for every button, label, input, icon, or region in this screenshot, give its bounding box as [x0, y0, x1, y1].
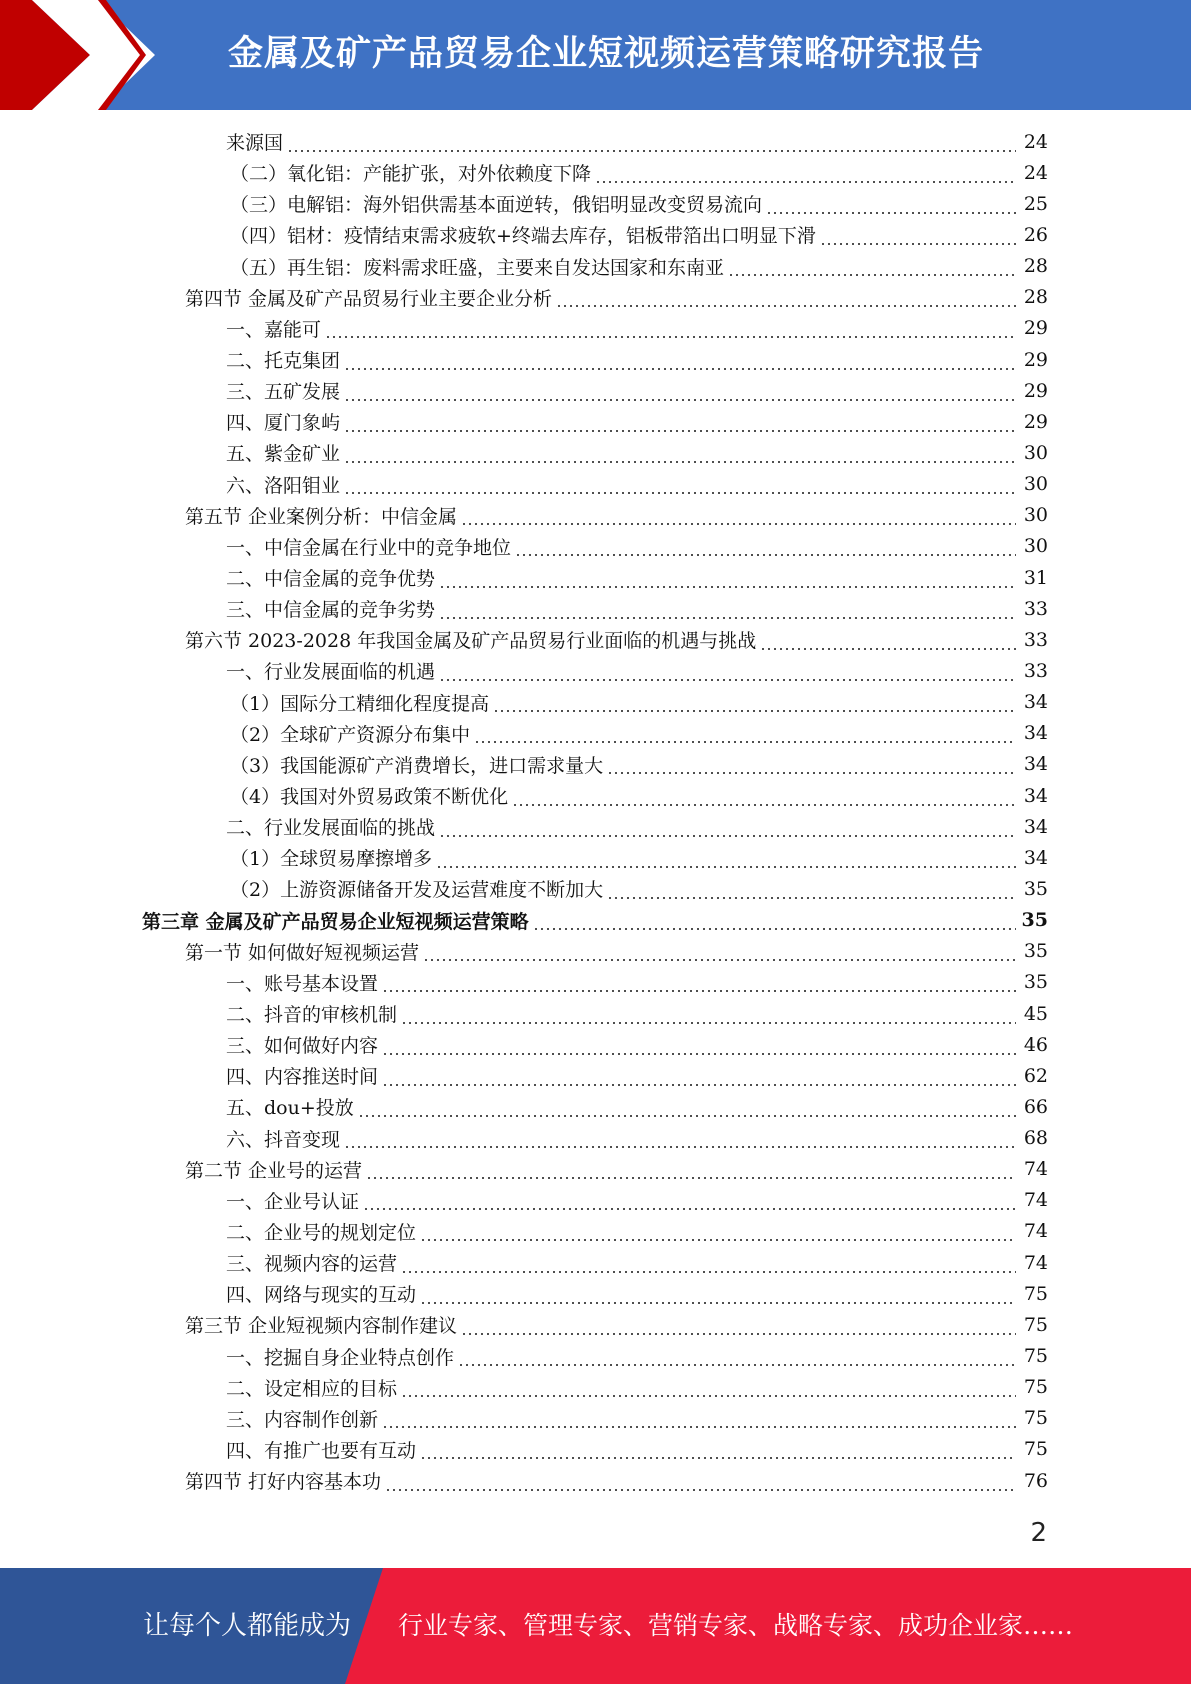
- toc-entry-page: 34: [1023, 753, 1048, 776]
- toc-dot-leader: [358, 1100, 1016, 1118]
- toc-entry-title: 三、如何做好内容: [226, 1035, 379, 1058]
- toc-dot-leader: [493, 695, 1016, 713]
- toc-entry-page: 66: [1023, 1095, 1048, 1118]
- footer-slogan-left: 让每个人都能成为: [143, 1611, 352, 1641]
- toc-dot-leader: [420, 1442, 1016, 1460]
- toc-entry[interactable]: [0, 406, 1191, 437]
- toc-entry-title: 四、内容推送时间: [226, 1066, 379, 1089]
- toc-dot-leader: [436, 851, 1016, 869]
- toc-dot-leader: [382, 975, 1016, 993]
- toc-entry[interactable]: [0, 655, 1191, 686]
- toc-entry-page: 35: [1023, 971, 1048, 994]
- toc-dot-leader: [458, 1349, 1016, 1367]
- toc-entry-title: 一、嘉能可: [226, 318, 322, 341]
- toc-entry-page: 30: [1023, 441, 1048, 464]
- footer-slogan-right: 行业专家、管理专家、营销专家、战略专家、成功企业家……: [398, 1611, 1074, 1640]
- toc-entry[interactable]: [0, 282, 1191, 313]
- toc-dot-leader: [512, 789, 1016, 807]
- toc-entry-page: 34: [1023, 815, 1048, 838]
- toc-entry-page: 33: [1023, 628, 1048, 651]
- toc-dot-leader: [556, 290, 1016, 308]
- toc-entry[interactable]: [0, 1185, 1191, 1216]
- toc-entry-title: （1）全球贸易摩擦增多: [230, 848, 433, 871]
- toc-entry-page: 75: [1023, 1407, 1048, 1430]
- toc-dot-leader: [401, 1256, 1016, 1274]
- toc-entry-page: 30: [1023, 473, 1048, 496]
- toc-entry[interactable]: [0, 718, 1191, 749]
- toc-entry-page: 26: [1023, 223, 1048, 246]
- toc-entry[interactable]: [0, 1309, 1191, 1340]
- toc-entry-title: 第四节 金属及矿产品贸易行业主要企业分析: [185, 287, 553, 310]
- toc-entry[interactable]: [0, 251, 1191, 282]
- toc-dot-leader: [728, 259, 1016, 277]
- toc-entry-page: 74: [1023, 1251, 1048, 1274]
- toc-entry-page: 75: [1023, 1345, 1048, 1368]
- toc-entry-page: 30: [1023, 535, 1048, 558]
- toc-entry[interactable]: [0, 624, 1191, 655]
- toc-dot-leader: [344, 446, 1016, 464]
- toc-entry-title: 一、挖掘自身企业特点创作: [226, 1346, 455, 1369]
- toc-dot-leader: [474, 726, 1016, 744]
- toc-entry[interactable]: [0, 905, 1191, 936]
- toc-entry-title: 二、企业号的规划定位: [226, 1221, 417, 1244]
- toc-entry-title: （2）全球矿产资源分布集中: [230, 723, 471, 746]
- toc-entry[interactable]: [0, 562, 1191, 593]
- toc-entry-page: 28: [1023, 286, 1048, 309]
- toc-entry-page: 34: [1023, 846, 1048, 869]
- toc-entry[interactable]: [0, 531, 1191, 562]
- toc-dot-leader: [420, 1287, 1016, 1305]
- toc-dot-leader: [439, 602, 1016, 620]
- toc-entry[interactable]: [0, 500, 1191, 531]
- toc-entry[interactable]: [0, 188, 1191, 219]
- toc-entry[interactable]: [0, 811, 1191, 842]
- toc-entry-title: （四）铝材：疫情结束需求疲软+终端去库存，铝板带箔出口明显下滑: [230, 225, 816, 248]
- toc-entry-page: 29: [1023, 410, 1048, 433]
- toc-entry[interactable]: [0, 375, 1191, 406]
- toc-entry-title: 第六节 2023-2028 年我国金属及矿产品贸易行业面临的机遇与挑战: [185, 630, 757, 653]
- toc-dot-leader: [766, 197, 1016, 215]
- toc-dot-leader: [344, 353, 1016, 371]
- toc-dot-leader: [366, 1162, 1016, 1180]
- toc-entry-page: 33: [1023, 659, 1048, 682]
- toc-entry-page: 75: [1023, 1313, 1048, 1336]
- toc-entry-title: 第三节 企业短视频内容制作建议: [185, 1315, 458, 1338]
- toc-entry-page: 29: [1023, 317, 1048, 340]
- toc-dot-leader: [820, 228, 1016, 246]
- toc-entry-title: 五、紫金矿业: [226, 443, 341, 466]
- toc-entry[interactable]: [0, 1029, 1191, 1060]
- toc-entry-page: 29: [1023, 379, 1048, 402]
- toc-entry-page: 75: [1023, 1438, 1048, 1461]
- toc-entry-page: 74: [1023, 1189, 1048, 1212]
- toc-dot-leader: [595, 166, 1016, 184]
- toc-dot-leader: [461, 508, 1016, 526]
- toc-entry-page: 28: [1023, 255, 1048, 278]
- page-footer: [0, 1568, 1191, 1684]
- toc-dot-leader: [344, 415, 1016, 433]
- toc-dot-leader: [439, 571, 1016, 589]
- toc-dot-leader: [382, 1069, 1016, 1087]
- toc-entry[interactable]: [0, 1091, 1191, 1122]
- toc-entry[interactable]: [0, 842, 1191, 873]
- toc-entry-page: 34: [1023, 722, 1048, 745]
- toc-entry[interactable]: [0, 1340, 1191, 1371]
- toc-entry-title: 三、视频内容的运营: [226, 1253, 398, 1276]
- toc-entry[interactable]: [0, 1278, 1191, 1309]
- toc-entry-page: 76: [1023, 1469, 1048, 1492]
- toc-entry-page: 46: [1023, 1033, 1048, 1056]
- toc-entry[interactable]: [0, 219, 1191, 250]
- toc-entry-title: 四、网络与现实的互动: [226, 1284, 417, 1307]
- toc-entry[interactable]: [0, 1154, 1191, 1185]
- page-header: [0, 0, 1191, 110]
- toc-entry[interactable]: [0, 469, 1191, 500]
- toc-entry[interactable]: [0, 1216, 1191, 1247]
- toc-entry-title: 三、中信金属的竞争劣势: [226, 599, 436, 622]
- toc-entry-title: 来源国: [226, 132, 284, 155]
- toc-entry-page: 45: [1023, 1002, 1048, 1025]
- toc-entry-title: 一、企业号认证: [226, 1190, 360, 1213]
- toc-entry-title: 第三章 金属及矿产品贸易企业短视频运营策略: [142, 910, 529, 933]
- toc-entry-title: 第四节 打好内容基本功: [185, 1471, 382, 1494]
- toc-entry-title: （三）电解铝：海外铝供需基本面逆转，俄铝明显改变贸易流向: [230, 194, 763, 217]
- toc-dot-leader: [382, 1411, 1016, 1429]
- toc-entry-page: 62: [1023, 1064, 1048, 1087]
- toc-entry-title: 第二节 企业号的运营: [185, 1159, 363, 1182]
- toc-entry-page: 35: [1023, 877, 1048, 900]
- toc-entry-page: 34: [1023, 691, 1048, 714]
- toc-entry[interactable]: [0, 873, 1191, 904]
- toc-entry-page: 25: [1023, 192, 1048, 215]
- toc-dot-leader: [461, 1318, 1016, 1336]
- toc-entry[interactable]: [0, 1403, 1191, 1434]
- toc-dot-leader: [401, 1007, 1016, 1025]
- toc-entry-title: 五、dou+投放: [226, 1097, 354, 1120]
- toc-entry-page: 35: [1023, 940, 1048, 963]
- toc-entry-title: 四、有推广也要有互动: [226, 1439, 417, 1462]
- report-title: 金属及矿产品贸易企业短视频运营策略研究报告: [228, 34, 985, 74]
- toc-entry-page: 75: [1023, 1282, 1048, 1305]
- toc-entry-title: （二）氧化铝：产能扩张，对外依赖度下降: [230, 163, 592, 186]
- toc-dot-leader: [287, 135, 1016, 153]
- toc-entry-title: 二、行业发展面临的挑战: [226, 817, 436, 840]
- toc-entry[interactable]: [0, 780, 1191, 811]
- toc-entry-page: 24: [1023, 161, 1048, 184]
- toc-dot-leader: [420, 1224, 1016, 1242]
- toc-entry-page: 75: [1023, 1376, 1048, 1399]
- toc-dot-leader: [439, 664, 1016, 682]
- toc-dot-leader: [344, 477, 1016, 495]
- toc-entry-title: 二、抖音的审核机制: [226, 1004, 398, 1026]
- toc-entry-title: （2）上游资源储备开发及运营难度不断加大: [230, 879, 604, 902]
- toc-entry[interactable]: [0, 998, 1191, 1029]
- toc-entry-title: 四、厦门象屿: [226, 412, 341, 435]
- toc-entry-title: 六、洛阳钼业: [226, 474, 341, 497]
- table-of-contents: [0, 126, 1191, 1496]
- toc-entry[interactable]: [0, 749, 1191, 780]
- toc-dot-leader: [533, 913, 1016, 931]
- page-number: 2: [1030, 1518, 1047, 1548]
- toc-entry-page: 74: [1023, 1158, 1048, 1181]
- toc-entry[interactable]: [0, 1465, 1191, 1496]
- toc-entry[interactable]: [0, 313, 1191, 344]
- toc-entry-page: 29: [1023, 348, 1048, 371]
- toc-dot-leader: [344, 384, 1016, 402]
- toc-dot-leader: [382, 1038, 1016, 1056]
- toc-dot-leader: [363, 1193, 1016, 1211]
- toc-entry-page: 74: [1023, 1220, 1048, 1243]
- toc-entry[interactable]: [0, 687, 1191, 718]
- toc-entry-page: 68: [1023, 1127, 1048, 1150]
- toc-dot-leader: [325, 321, 1016, 339]
- toc-dot-leader: [385, 1474, 1016, 1492]
- toc-entry-title: 一、账号基本设置: [226, 972, 379, 995]
- toc-entry[interactable]: [0, 157, 1191, 188]
- toc-entry-page: 30: [1023, 504, 1048, 527]
- toc-dot-leader: [515, 539, 1016, 557]
- toc-dot-leader: [607, 882, 1016, 900]
- toc-entry-page: 31: [1023, 566, 1048, 589]
- toc-entry[interactable]: [0, 344, 1191, 375]
- toc-entry[interactable]: [0, 1123, 1191, 1154]
- toc-entry[interactable]: [0, 1434, 1191, 1465]
- toc-entry-title: （五）再生铝：废料需求旺盛，主要来自发达国家和东南亚: [230, 256, 725, 279]
- toc-entry-page: 35: [1021, 909, 1048, 932]
- toc-entry-page: 24: [1023, 130, 1048, 153]
- toc-dot-leader: [344, 1131, 1016, 1149]
- toc-entry[interactable]: [0, 1060, 1191, 1091]
- toc-dot-leader: [439, 820, 1016, 838]
- toc-dot-leader: [423, 944, 1016, 962]
- toc-entry-title: 一、中信金属在行业中的竞争地位: [226, 536, 512, 559]
- toc-entry-page: 34: [1023, 784, 1048, 807]
- toc-dot-leader: [760, 633, 1016, 651]
- toc-entry-title: 二、设定相应的目标: [226, 1377, 398, 1400]
- toc-entry-title: 三、内容制作创新: [226, 1408, 379, 1431]
- toc-entry-title: 三、五矿发展: [226, 381, 341, 404]
- toc-entry[interactable]: [0, 437, 1191, 468]
- toc-dot-leader: [401, 1380, 1016, 1398]
- toc-entry-title: 二、托克集团: [226, 350, 341, 373]
- toc-entry-title: 第五节 企业案例分析：中信金属: [185, 505, 458, 528]
- toc-entry-title: （1）国际分工精细化程度提高: [230, 692, 490, 715]
- toc-entry-title: 二、中信金属的竞争优势: [226, 568, 436, 591]
- toc-dot-leader: [607, 757, 1016, 775]
- toc-entry[interactable]: [0, 967, 1191, 998]
- toc-entry-title: （4）我国对外贸易政策不断优化: [230, 786, 509, 809]
- toc-entry-title: 第一节 如何做好短视频运营: [185, 941, 420, 964]
- toc-entry[interactable]: [0, 1247, 1191, 1278]
- toc-entry[interactable]: [0, 1372, 1191, 1403]
- toc-entry[interactable]: [0, 126, 1191, 157]
- toc-entry-page: 33: [1023, 597, 1048, 620]
- toc-entry-title: 一、行业发展面临的机遇: [226, 661, 436, 684]
- toc-entry-title: 六、抖音变现: [226, 1128, 341, 1151]
- toc-entry[interactable]: [0, 936, 1191, 967]
- toc-entry[interactable]: [0, 593, 1191, 624]
- toc-entry-title: （3）我国能源矿产消费增长，进口需求量大: [230, 754, 604, 777]
